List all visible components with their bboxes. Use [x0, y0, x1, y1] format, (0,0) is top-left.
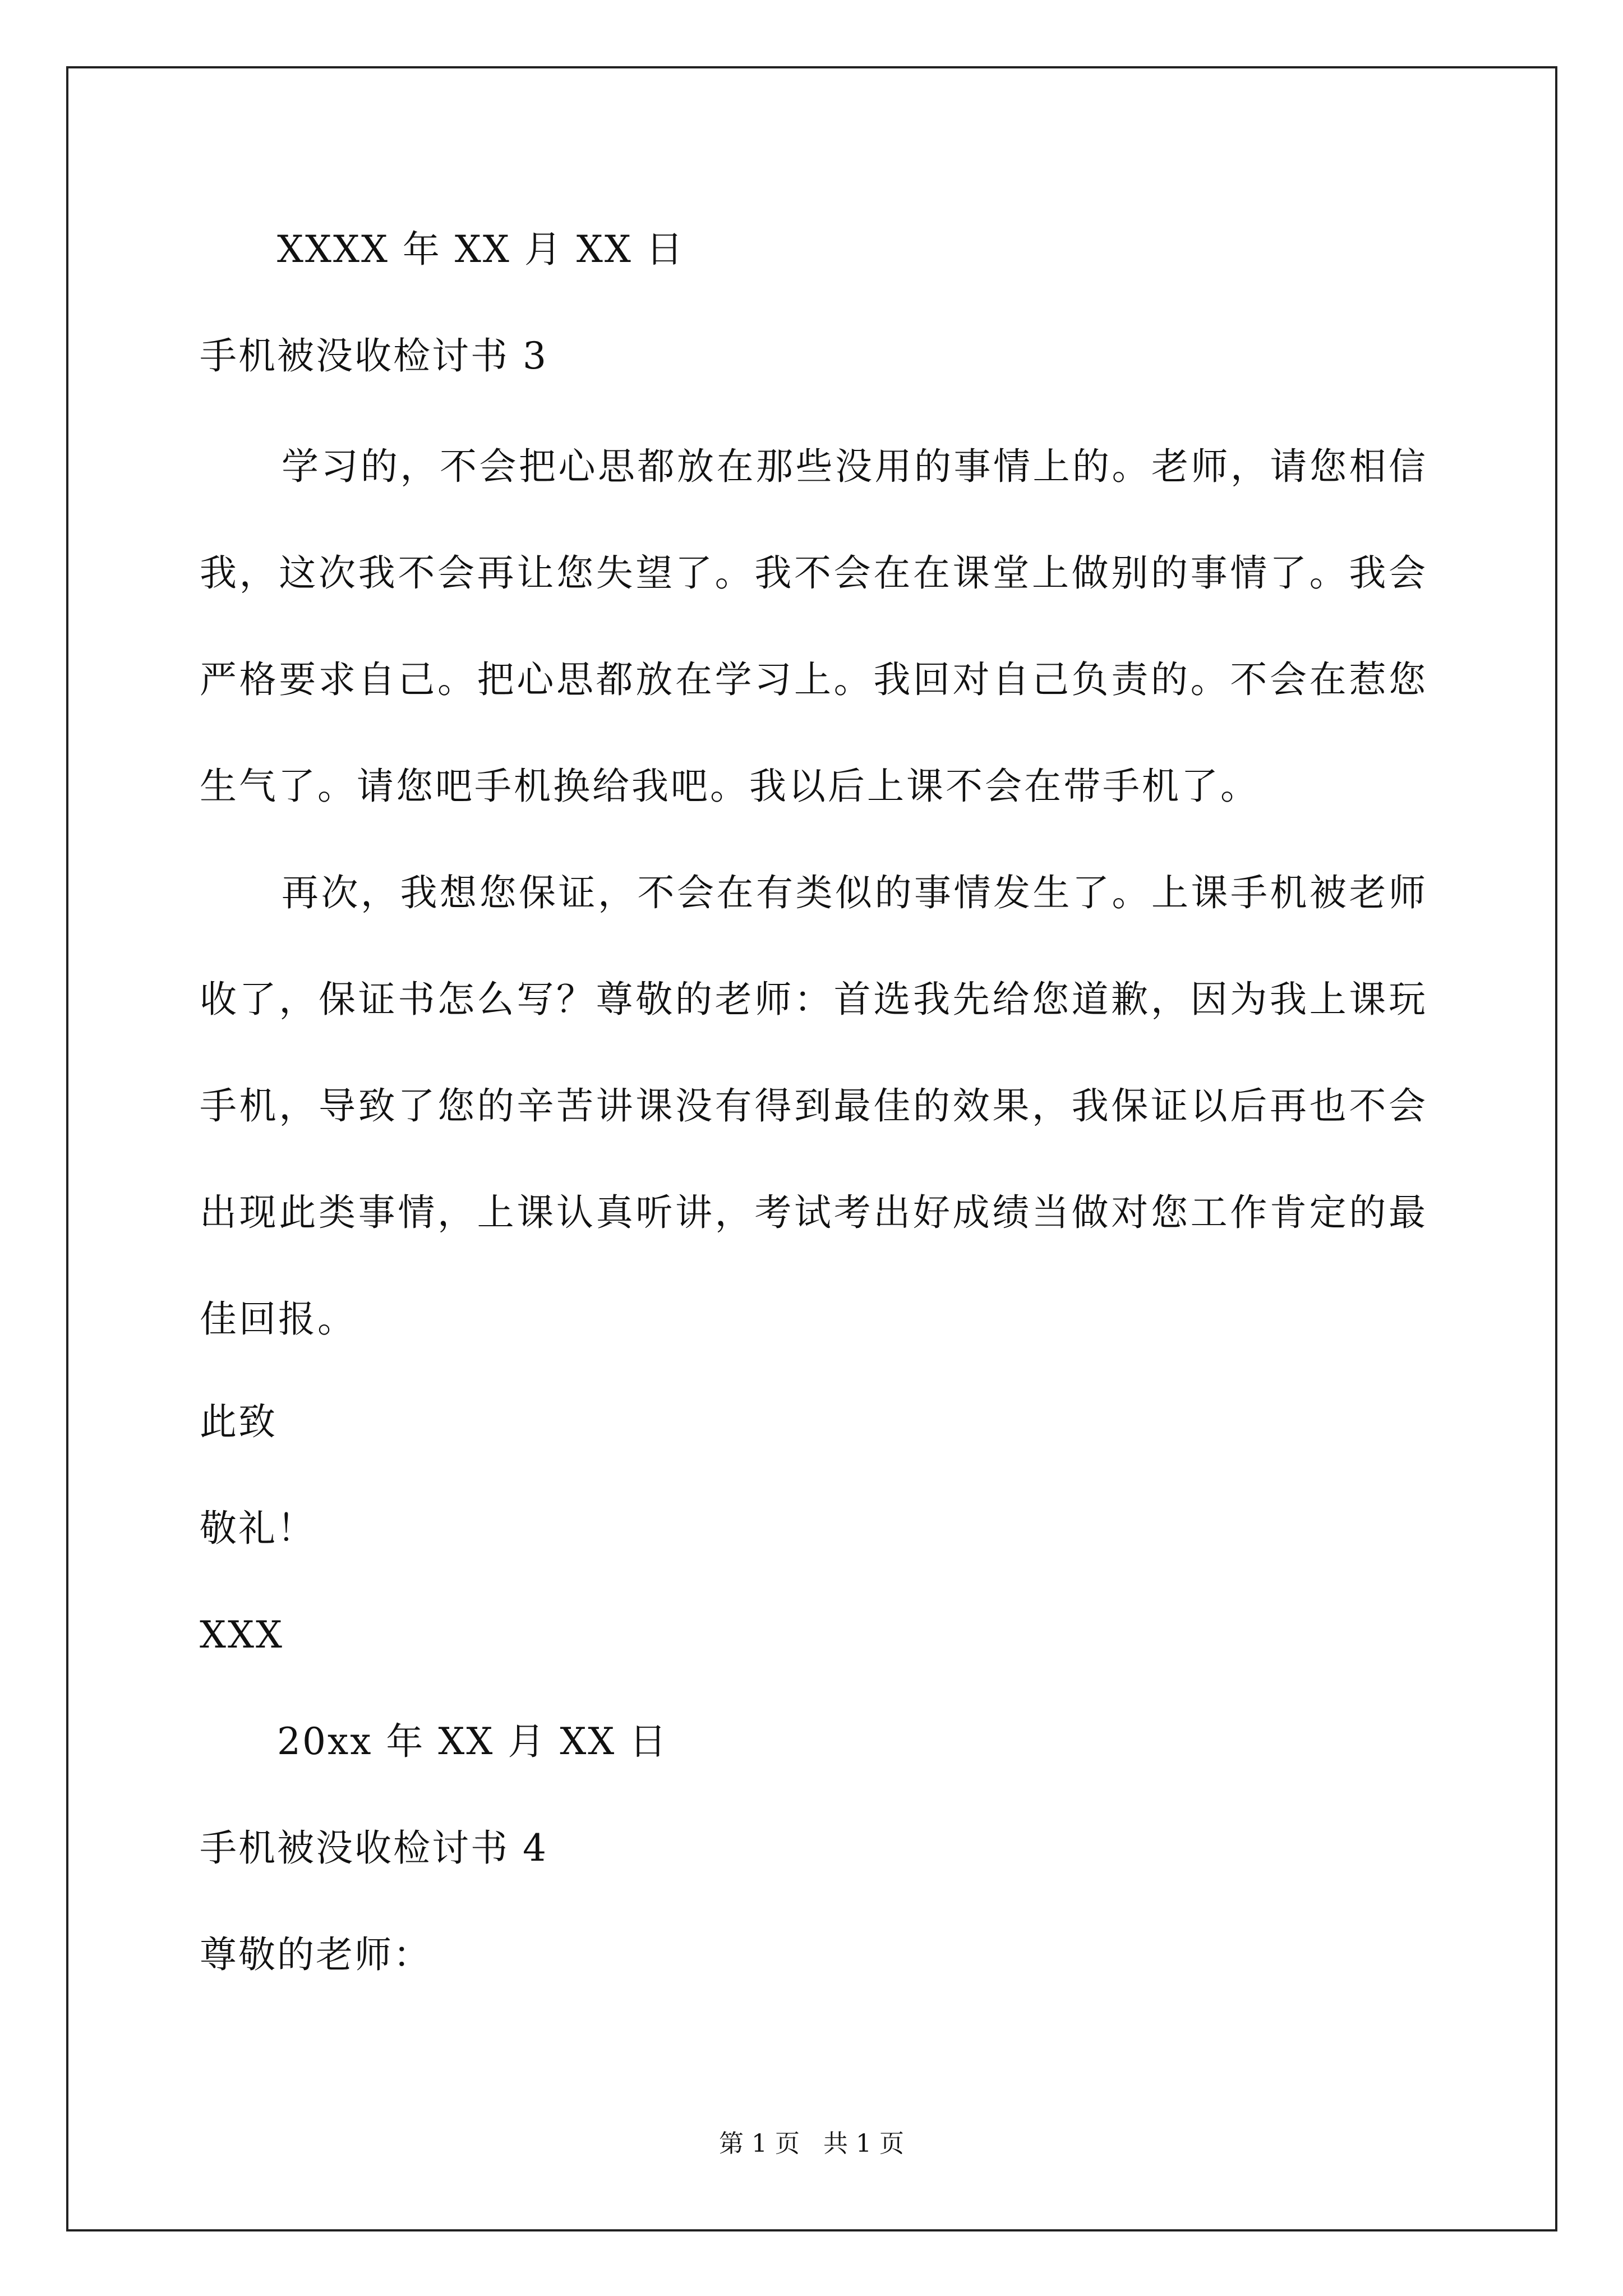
section-heading-4: 手机被没收检讨书 4 — [200, 1826, 548, 1870]
closing-line-1: 此致 — [200, 1400, 277, 1443]
body-paragraph-1: 学习的，不会把心思都放在那些没用的事情上的。老师，请您相信我，这次我不会再让您失望了。我不会在在课堂上做别的事情了。我会严格要求自己。把心思都放在学习上。我回对自己负责的。不会在惹您生气了。请您吧手机换给我吧。我以后上课不会在带手机了。 — [200, 445, 1428, 808]
date-line-2: 20xx 年 XX 月 XX 日 — [277, 1720, 668, 1763]
body-paragraph-2: 再次，我想您保证，不会在有类似的事情发生了。上课手机被老师收了，保证书怎么写？尊敬的老师：首选我先给您道歉，因为我上课玩手机，导致了您的辛苦讲课没有得到最佳的效果，我保证以后再也不会出现此类事情，上课认真听讲，考试考出好成绩当做对您工作肯定的最佳回报。 — [200, 871, 1428, 1341]
page-footer: 第 1 页 共 1 页 — [719, 2129, 904, 2158]
date-line: XXXX 年 XX 月 XX 日 — [277, 228, 685, 271]
section-heading-3: 手机被没收检讨书 3 — [200, 334, 548, 378]
signature: XXX — [200, 1613, 284, 1657]
closing-line-2: 敬礼！ — [200, 1507, 316, 1550]
salutation: 尊敬的老师： — [200, 1933, 432, 1976]
